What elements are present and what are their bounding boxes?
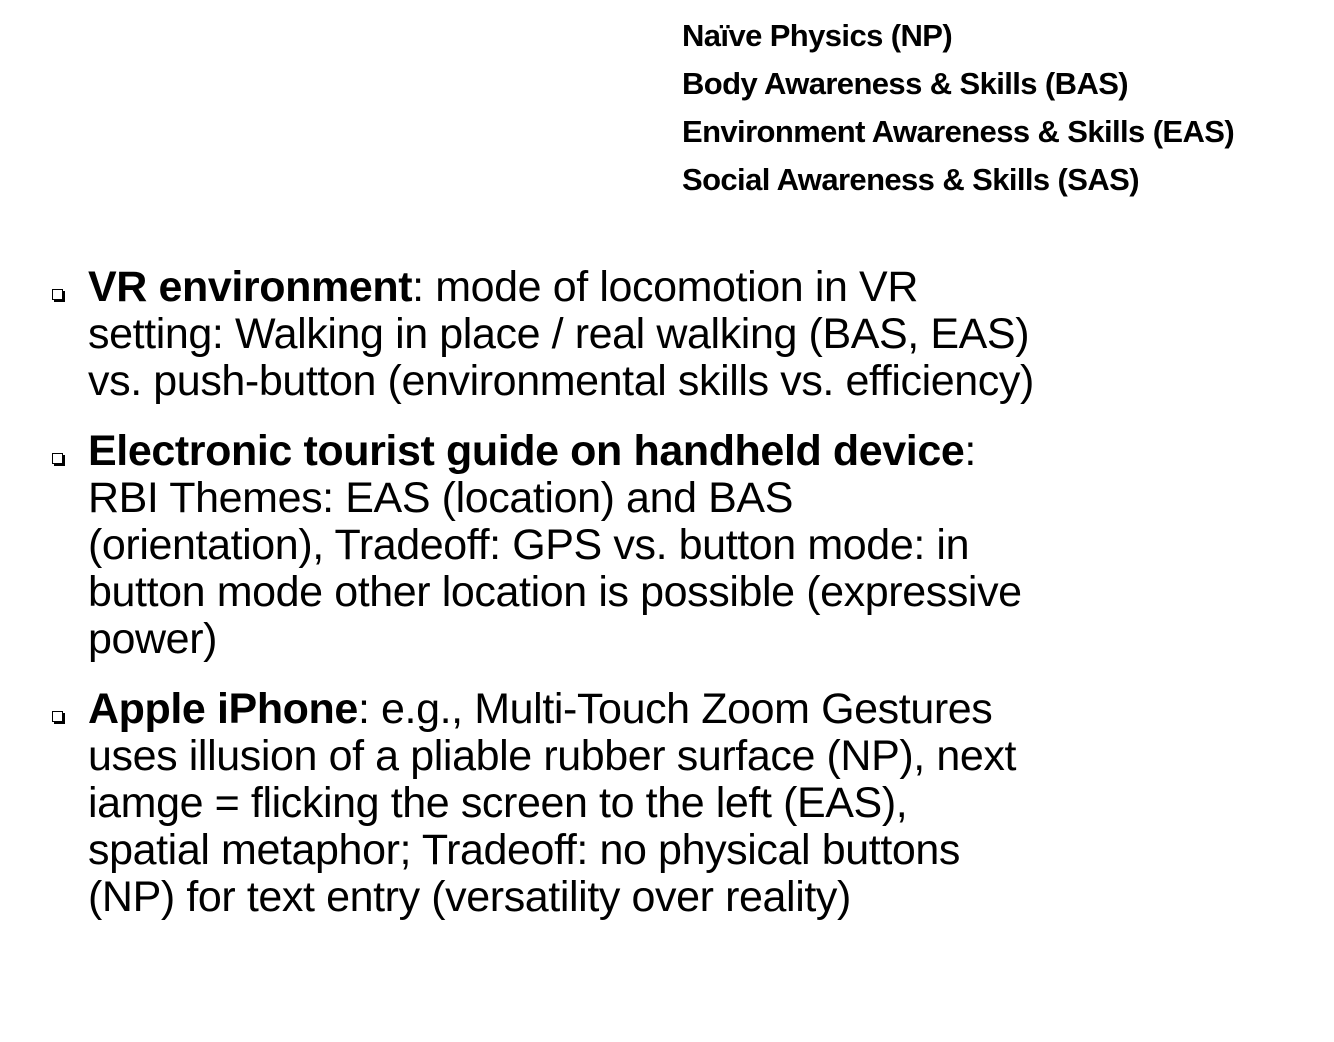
- checkbox-bullet-icon: [52, 711, 63, 722]
- list-item-apple-iphone: [48, 686, 1038, 921]
- legend-item-naive-physics: Naïve Physics (NP): [682, 18, 953, 53]
- bullet-title: VR environment: [88, 263, 413, 311]
- legend-item-body-awareness: Body Awareness & Skills (BAS): [682, 66, 1129, 101]
- checkbox-bullet-icon: [52, 453, 63, 464]
- legend-item-social-awareness: Social Awareness & Skills (SAS): [682, 162, 1139, 197]
- bullet-text: : mode of locomotion in VR setting: Walking in place / real walking (BAS, EAS) vs. push-button (environmental skills vs. efficiency): [88, 263, 1034, 405]
- bullet-title: Apple iPhone: [88, 685, 358, 733]
- checkbox-bullet-icon: [52, 289, 63, 300]
- rbi-themes-legend: [682, 12, 1234, 204]
- bullet-text: : e.g., Multi-Touch Zoom Gestures uses illusion of a pliable rubber surface (NP), next iamge = flicking the screen to the left (EAS), spatial metaphor; Tradeoff: no physical buttons (NP) for text entry (versatility over reality): [88, 685, 1017, 921]
- list-item-tourist-guide: [48, 428, 1038, 663]
- bullet-text: : RBI Themes: EAS (location) and BAS (orientation), Tradeoff: GPS vs. button mode: in button mode other location is possible (expressive power): [88, 427, 1022, 663]
- list-item-vr-environment: [48, 264, 1038, 405]
- legend-item-environment-awareness: Environment Awareness & Skills (EAS): [682, 114, 1235, 149]
- example-list: [48, 264, 1038, 921]
- bullet-title: Electronic tourist guide on handheld device: [88, 427, 965, 475]
